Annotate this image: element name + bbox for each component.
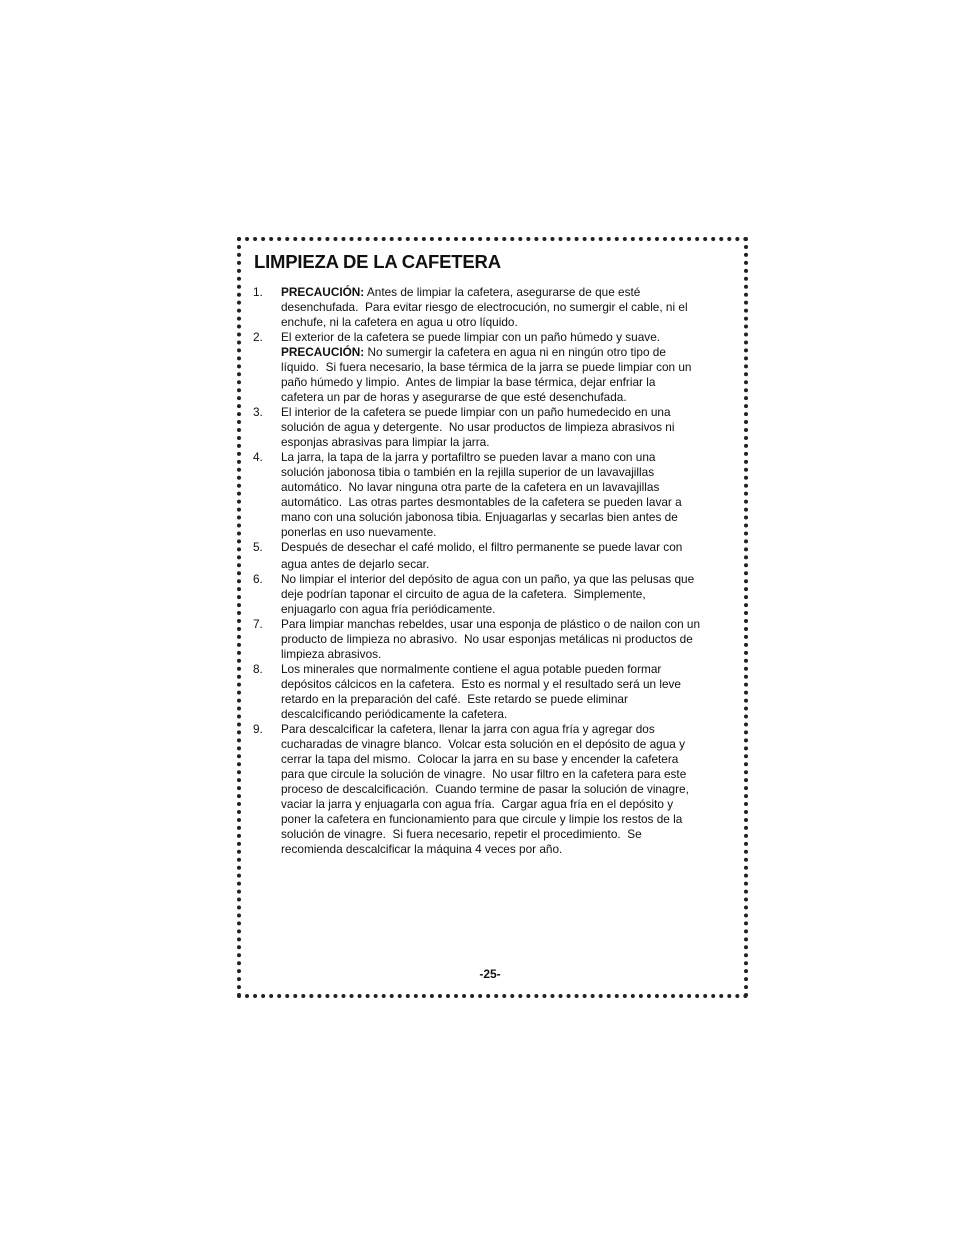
step-5 — [250, 540, 734, 572]
step-text: Los minerales que normalmente contiene el agua potable pueden formar depósitos cálcicos en la cafetera. Esto es normal y el resultado será un leve retardo en la preparación del café. Este retardo se puede eliminar descalcificando periódicamente la cafetera. — [281, 662, 681, 721]
step-8 — [250, 662, 734, 722]
step-body: Antes de limpiar la cafetera, asegurarse de que esté — [366, 285, 641, 299]
step-number: 6. — [253, 572, 263, 586]
step-2 — [250, 330, 734, 405]
step-number: 3. — [253, 405, 263, 419]
step-text: Después de desechar el café molido, el filtro permanente se puede lavar con agua antes de dejarlo secar. — [281, 540, 683, 571]
step-1 — [250, 285, 734, 330]
step-number: 1. — [253, 285, 263, 299]
step-text: La jarra, la tapa de la jarra y portafiltro se pueden lavar a mano con una solución jabonosa tibia o también en la rejilla superior de un lavavajillas automático. No lavar ninguna otra parte de la cafetera en un lavavajillas automático. Las otras partes desmontables de la cafetera se pueden lavar a mano con una solución jabonosa tibia. Enjuagarlas y secarlas bien antes de ponerlas en uso nuevamente. — [281, 450, 682, 539]
step-text: PRECAUCIÓN: Antes de limpiar la cafetera, asegurarse de que esté desenchufada. Para evitar riesgo de electrocución, no sumergir el cable, ni el enchufe, ni la cafetera en agua u otro líquido. — [281, 285, 688, 329]
step-number: 4. — [253, 450, 263, 464]
cleaning-steps-list — [250, 285, 734, 857]
step-6 — [250, 572, 734, 617]
step-number: 9. — [253, 722, 263, 736]
step-text: No limpiar el interior del depósito de agua con un paño, ya que las pelusas que deje podrían taponar el circuito de agua de la cafetera. Simplemente, enjuagarlo con agua fría periódicamente. — [281, 572, 695, 616]
step-text: Para descalcificar la cafetera, llenar la jarra con agua fría y agregar dos cucharadas de vinagre blanco. Volcar esta solución en el depósito de agua y cerrar la tapa del mismo. Colocar la jarra en su base y encender la cafetera para que circule la solución de vinagre. No usar filtro en la cafetera para este proceso de descalcificación. Cuando termine de pasar la solución de vinagre, vaciar la jarra y enjuagarla con agua fría. Cargar agua fría en el depósito y poner la cafetera en funcionamiento para que circule y limpie los restos de la solución de vinagre. Si fuera necesario, repetir el procedimiento. Se recomienda descalcificar la máquina 4 veces por año. — [281, 722, 689, 856]
step-text: Para limpiar manchas rebeldes, usar una esponja de plástico o de nailon con un producto de limpieza no abrasivo. No usar esponjas metálicas ni productos de limpieza abrasivos. — [281, 617, 701, 661]
section-title: LIMPIEZA DE LA CAFETERA — [254, 251, 501, 272]
page-number: -25- — [479, 967, 501, 981]
step-text: El interior de la cafetera se puede limpiar con un paño humedecido en una solución de agua y detergente. No usar productos de limpieza abrasivos ni esponjas abrasivas para limpiar la jarra. — [281, 405, 675, 449]
step-text: El exterior de la cafetera se puede limpiar con un paño húmedo y suave. PRECAUCIÓN: No sumergir la cafetera en agua ni en ningún otro tipo de líquido. Si fuera necesario, la base térmica de la jarra se puede limpiar con un paño húmedo y limpio. Antes de limpiar la base térmica, dejar enfriar la cafetera un par de horas y asegurarse de que esté desenchufada. — [281, 330, 692, 404]
caution-label: PRECAUCIÓN: — [281, 285, 365, 299]
step-number: 2. — [253, 330, 263, 344]
step-9 — [250, 722, 734, 857]
step-number: 5. — [253, 540, 263, 554]
step-number: 8. — [253, 662, 263, 676]
step-7 — [250, 617, 734, 662]
step-4 — [250, 450, 734, 540]
caution-label: PRECAUCIÓN: — [281, 345, 365, 359]
step-3 — [250, 405, 734, 450]
step-number: 7. — [253, 617, 263, 631]
